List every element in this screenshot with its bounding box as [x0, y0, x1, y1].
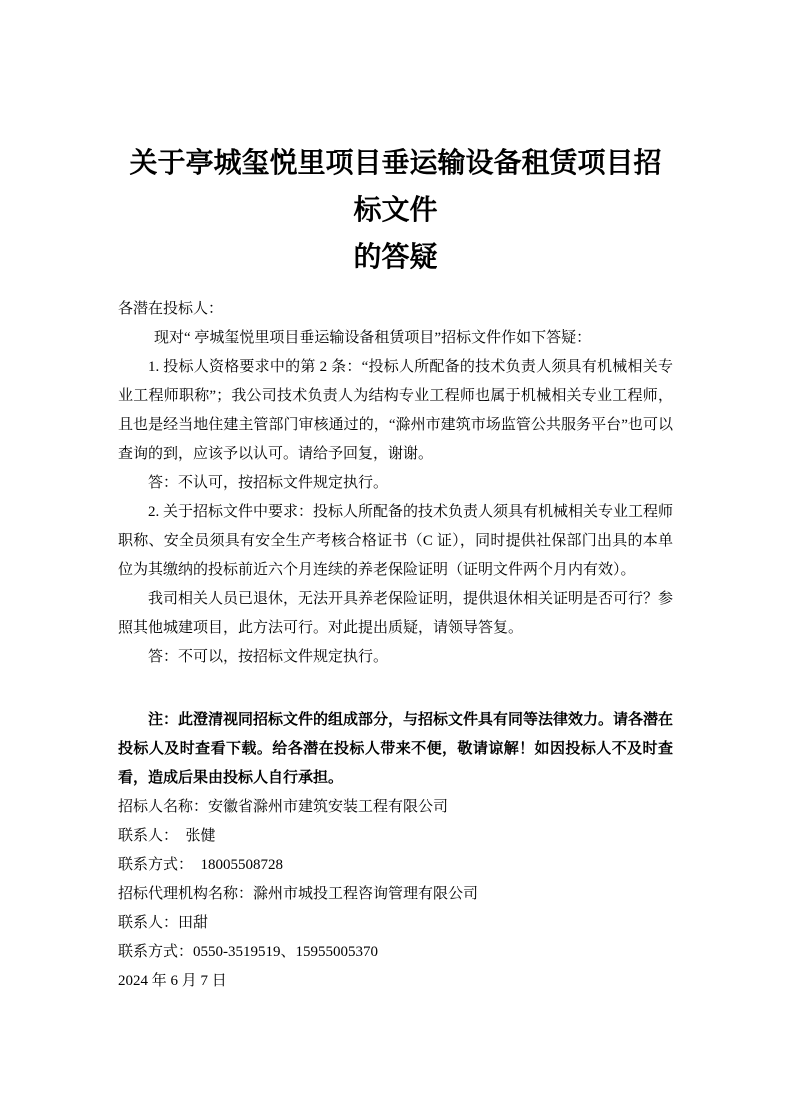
title-line-2: 的答疑 [353, 242, 438, 273]
intro-paragraph: 现对“ 亭城玺悦里项目垂运输设备租赁项目”招标文件作如下答疑： [154, 330, 592, 346]
tenderer-phone-line: 联系方式： 18005508728 [118, 857, 284, 873]
tenderer-name-line: 招标人名称：安徽省滁州市建筑安装工程有限公司 [118, 799, 449, 815]
agency-name-line: 招标代理机构名称：滁州市城投工程咨询管理有限公司 [118, 886, 479, 902]
agency-phone-line: 联系方式：0550-3519519、15955005370 [118, 944, 378, 960]
question-2-continued-paragraph: 我司相关人员已退休，无法开具养老保险证明，提供退休相关证明是否可行？参照其他城建项目，此方法可行。对此提出质疑，请领导答复。 [118, 591, 674, 636]
answer-2-paragraph: 答：不可以，按招标文件规定执行。 [148, 649, 389, 665]
document-title [118, 140, 673, 281]
note-paragraph: 注：此澄清视同招标文件的组成部分，与招标文件具有同等法律效力。请各潜在投标人及时查看下载。给各潜在投标人带来不便，敬请谅解！如因投标人不及时查看，造成后果由投标人自行承担。 [118, 712, 674, 786]
date-line: 2024 年 6 月 7 日 [118, 973, 227, 989]
document-body [118, 295, 673, 996]
question-2-paragraph: 2. 关于招标文件中要求：投标人所配备的技术负责人须具有机械相关专业工程师职称、安全员须具有安全生产考核合格证书（C 证），同时提供社保部门出具的本单位为其缴纳的投标前近六个月连续的养老保险证明（证明文件两个月内有效）。 [118, 504, 674, 578]
question-1-paragraph: 1. 投标人资格要求中的第 2 条：“投标人所配备的技术负责人须具有机械相关专业工程师职称”；我公司技术负责人为结构专业工程师也属于机械相关专业工程师，且也是经当地住建主管部门审核通过的，“滁州市建筑市场监管公共服务平台”也可以查询的到，应该予以认可。请给予回复，谢谢。 [118, 359, 673, 462]
title-line-1: 关于亭城玺悦里项目垂运输设备租赁项目招标文件 [129, 148, 662, 226]
tenderer-contact-line: 联系人： 张健 [118, 828, 216, 844]
answer-1-paragraph: 答：不认可，按招标文件规定执行。 [148, 475, 389, 491]
salutation: 各潜在投标人： [118, 301, 224, 317]
agency-contact-line: 联系人：田甜 [118, 915, 209, 931]
